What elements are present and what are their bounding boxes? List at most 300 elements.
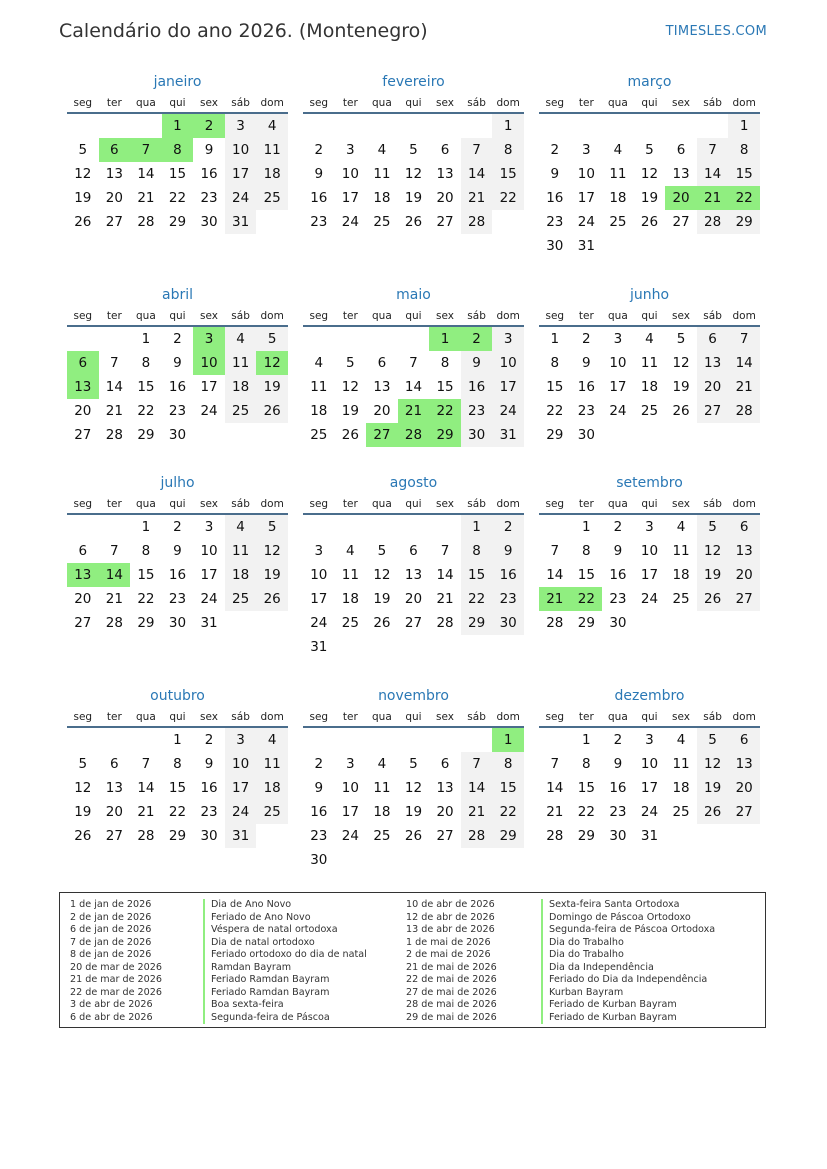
- day-cell[interactable]: 17: [640, 567, 659, 583]
- day-cell[interactable]: 8: [582, 756, 591, 772]
- day-cell[interactable]: 10: [609, 355, 627, 371]
- day-cell[interactable]: 12: [672, 355, 690, 371]
- day-cell[interactable]: 26: [256, 587, 288, 611]
- day-cell[interactable]: 13: [105, 780, 123, 796]
- day-cell[interactable]: 27: [697, 399, 729, 423]
- day-cell[interactable]: 27: [404, 615, 423, 631]
- day-cell[interactable]: 22: [571, 587, 603, 611]
- day-cell[interactable]: 21: [697, 186, 729, 210]
- day-cell[interactable]: 21: [436, 591, 454, 607]
- day-cell[interactable]: 18: [640, 379, 659, 395]
- day-cell[interactable]: 6: [728, 728, 760, 752]
- day-cell[interactable]: 14: [404, 379, 423, 395]
- day-cell[interactable]: 25: [373, 828, 391, 844]
- day-cell[interactable]: 7: [440, 543, 450, 559]
- day-cell[interactable]: 2: [582, 331, 591, 347]
- day-cell[interactable]: 31: [640, 828, 659, 844]
- day-cell[interactable]: 16: [492, 563, 524, 587]
- day-cell[interactable]: 1: [550, 331, 560, 347]
- day-cell[interactable]: 25: [341, 615, 359, 631]
- day-cell[interactable]: 7: [550, 756, 560, 772]
- day-cell[interactable]: 2: [314, 756, 324, 772]
- day-cell[interactable]: 23: [168, 403, 187, 419]
- day-cell[interactable]: 29: [546, 427, 564, 443]
- day-cell[interactable]: 8: [461, 539, 493, 563]
- day-cell[interactable]: 10: [193, 351, 225, 375]
- day-cell[interactable]: 19: [74, 804, 92, 820]
- day-cell[interactable]: 11: [373, 166, 391, 182]
- day-cell[interactable]: 12: [256, 351, 288, 375]
- day-cell[interactable]: 5: [78, 756, 88, 772]
- day-cell[interactable]: 13: [67, 563, 99, 587]
- day-cell[interactable]: 24: [577, 214, 595, 230]
- day-cell[interactable]: 17: [200, 379, 218, 395]
- day-cell[interactable]: 19: [697, 563, 729, 587]
- day-cell[interactable]: 9: [613, 543, 623, 559]
- day-cell[interactable]: 1: [492, 114, 524, 138]
- day-cell[interactable]: 22: [728, 186, 760, 210]
- day-cell[interactable]: 22: [429, 399, 461, 423]
- day-cell[interactable]: 24: [225, 186, 257, 210]
- day-cell[interactable]: 31: [225, 210, 257, 234]
- day-cell[interactable]: 26: [697, 800, 729, 824]
- day-cell[interactable]: 21: [398, 399, 430, 423]
- day-cell[interactable]: 10: [341, 166, 359, 182]
- day-cell[interactable]: 17: [341, 190, 359, 206]
- day-cell[interactable]: 12: [404, 166, 423, 182]
- day-cell[interactable]: 13: [672, 166, 690, 182]
- day-cell[interactable]: 15: [137, 379, 155, 395]
- day-cell[interactable]: 16: [200, 780, 218, 796]
- day-cell[interactable]: 9: [173, 543, 182, 559]
- day-cell[interactable]: 22: [492, 800, 524, 824]
- day-cell[interactable]: 17: [577, 190, 595, 206]
- day-cell[interactable]: 3: [492, 327, 524, 351]
- day-cell[interactable]: 15: [577, 567, 595, 583]
- day-cell[interactable]: 1: [429, 327, 461, 351]
- day-cell[interactable]: 3: [193, 327, 225, 351]
- day-cell[interactable]: 8: [141, 355, 151, 371]
- day-cell[interactable]: 4: [225, 515, 257, 539]
- day-cell[interactable]: 21: [105, 403, 123, 419]
- day-cell[interactable]: 20: [436, 190, 454, 206]
- day-cell[interactable]: 20: [74, 591, 92, 607]
- day-cell[interactable]: 19: [341, 403, 359, 419]
- day-cell[interactable]: 8: [582, 543, 591, 559]
- brand-logo[interactable]: TIMESLES.COM: [665, 24, 767, 39]
- day-cell[interactable]: 20: [436, 804, 454, 820]
- day-cell[interactable]: 17: [640, 780, 659, 796]
- day-cell[interactable]: 13: [67, 375, 99, 399]
- day-cell[interactable]: 3: [314, 543, 324, 559]
- day-cell[interactable]: 9: [314, 166, 324, 182]
- day-cell[interactable]: 7: [697, 138, 729, 162]
- day-cell[interactable]: 24: [200, 591, 218, 607]
- day-cell[interactable]: 13: [728, 539, 760, 563]
- day-cell[interactable]: 28: [546, 828, 564, 844]
- day-cell[interactable]: 27: [728, 800, 760, 824]
- day-cell[interactable]: 9: [550, 166, 560, 182]
- day-cell[interactable]: 25: [672, 804, 690, 820]
- day-cell[interactable]: 8: [492, 138, 524, 162]
- day-cell[interactable]: 28: [436, 615, 454, 631]
- day-cell[interactable]: 19: [672, 379, 690, 395]
- day-cell[interactable]: 11: [256, 752, 288, 776]
- day-cell[interactable]: 4: [676, 519, 686, 535]
- day-cell[interactable]: 16: [168, 379, 187, 395]
- day-cell[interactable]: 21: [539, 587, 571, 611]
- day-cell[interactable]: 3: [225, 728, 257, 752]
- day-cell[interactable]: 21: [105, 591, 123, 607]
- day-cell[interactable]: 15: [137, 567, 155, 583]
- day-cell[interactable]: 30: [577, 427, 595, 443]
- day-cell[interactable]: 8: [550, 355, 560, 371]
- day-cell[interactable]: 29: [461, 611, 493, 635]
- day-cell[interactable]: 30: [200, 214, 218, 230]
- day-cell[interactable]: 15: [577, 780, 595, 796]
- day-cell[interactable]: 15: [546, 379, 564, 395]
- day-cell[interactable]: 25: [609, 214, 627, 230]
- day-cell[interactable]: 20: [105, 190, 123, 206]
- day-cell[interactable]: 26: [373, 615, 391, 631]
- day-cell[interactable]: 19: [404, 804, 423, 820]
- day-cell[interactable]: 30: [546, 238, 564, 254]
- day-cell[interactable]: 22: [137, 591, 155, 607]
- day-cell[interactable]: 25: [310, 427, 328, 443]
- day-cell[interactable]: 28: [105, 615, 123, 631]
- day-cell[interactable]: 10: [200, 543, 218, 559]
- day-cell[interactable]: 7: [409, 355, 418, 371]
- day-cell[interactable]: 23: [168, 591, 187, 607]
- day-cell[interactable]: 12: [74, 780, 92, 796]
- day-cell[interactable]: 24: [341, 214, 359, 230]
- day-cell[interactable]: 11: [225, 539, 257, 563]
- day-cell[interactable]: 6: [676, 142, 686, 158]
- day-cell[interactable]: 12: [341, 379, 359, 395]
- day-cell[interactable]: 13: [436, 166, 454, 182]
- day-cell[interactable]: 18: [341, 591, 359, 607]
- day-cell[interactable]: 4: [377, 142, 387, 158]
- day-cell[interactable]: 10: [225, 752, 257, 776]
- day-cell[interactable]: 23: [577, 403, 595, 419]
- day-cell[interactable]: 3: [645, 732, 654, 748]
- day-cell[interactable]: 29: [429, 423, 461, 447]
- day-cell[interactable]: 27: [74, 615, 92, 631]
- day-cell[interactable]: 4: [613, 142, 623, 158]
- day-cell[interactable]: 1: [492, 728, 524, 752]
- day-cell[interactable]: 1: [582, 519, 591, 535]
- day-cell[interactable]: 21: [461, 186, 493, 210]
- day-cell[interactable]: 28: [137, 828, 155, 844]
- day-cell[interactable]: 23: [200, 804, 218, 820]
- day-cell[interactable]: 9: [314, 780, 324, 796]
- day-cell[interactable]: 20: [697, 375, 729, 399]
- day-cell[interactable]: 30: [609, 828, 627, 844]
- day-cell[interactable]: 20: [74, 403, 92, 419]
- day-cell[interactable]: 27: [74, 427, 92, 443]
- day-cell[interactable]: 6: [409, 543, 418, 559]
- day-cell[interactable]: 23: [609, 804, 627, 820]
- day-cell[interactable]: 29: [137, 615, 155, 631]
- day-cell[interactable]: 10: [640, 756, 659, 772]
- day-cell[interactable]: 25: [256, 800, 288, 824]
- day-cell[interactable]: 11: [225, 351, 257, 375]
- day-cell[interactable]: 21: [546, 804, 564, 820]
- day-cell[interactable]: 18: [373, 190, 391, 206]
- day-cell[interactable]: 18: [672, 567, 690, 583]
- day-cell[interactable]: 21: [137, 804, 155, 820]
- day-cell[interactable]: 30: [609, 615, 627, 631]
- day-cell[interactable]: 26: [256, 399, 288, 423]
- day-cell[interactable]: 29: [492, 824, 524, 848]
- day-cell[interactable]: 19: [697, 776, 729, 800]
- day-cell[interactable]: 17: [492, 375, 524, 399]
- day-cell[interactable]: 22: [168, 804, 187, 820]
- day-cell[interactable]: 30: [310, 852, 328, 868]
- day-cell[interactable]: 5: [78, 142, 88, 158]
- day-cell[interactable]: 27: [105, 828, 123, 844]
- day-cell[interactable]: 27: [728, 587, 760, 611]
- day-cell[interactable]: 25: [672, 591, 690, 607]
- day-cell[interactable]: 17: [225, 162, 257, 186]
- day-cell[interactable]: 1: [582, 732, 591, 748]
- day-cell[interactable]: 7: [130, 138, 162, 162]
- day-cell[interactable]: 11: [672, 543, 690, 559]
- day-cell[interactable]: 17: [341, 804, 359, 820]
- day-cell[interactable]: 20: [728, 563, 760, 587]
- day-cell[interactable]: 19: [74, 190, 92, 206]
- day-cell[interactable]: 16: [310, 804, 328, 820]
- day-cell[interactable]: 24: [310, 615, 328, 631]
- day-cell[interactable]: 24: [640, 591, 659, 607]
- day-cell[interactable]: 26: [672, 403, 690, 419]
- day-cell[interactable]: 24: [492, 399, 524, 423]
- day-cell[interactable]: 27: [672, 214, 690, 230]
- day-cell[interactable]: 1: [162, 114, 194, 138]
- day-cell[interactable]: 25: [373, 214, 391, 230]
- day-cell[interactable]: 21: [137, 190, 155, 206]
- day-cell[interactable]: 29: [728, 210, 760, 234]
- day-cell[interactable]: 15: [492, 776, 524, 800]
- day-cell[interactable]: 8: [162, 138, 194, 162]
- day-cell[interactable]: 24: [341, 828, 359, 844]
- day-cell[interactable]: 9: [492, 539, 524, 563]
- day-cell[interactable]: 14: [105, 379, 123, 395]
- day-cell[interactable]: 5: [346, 355, 355, 371]
- day-cell[interactable]: 6: [440, 142, 450, 158]
- day-cell[interactable]: 25: [256, 186, 288, 210]
- day-cell[interactable]: 20: [404, 591, 423, 607]
- day-cell[interactable]: 8: [173, 756, 182, 772]
- day-cell[interactable]: 29: [168, 214, 187, 230]
- day-cell[interactable]: 14: [137, 780, 155, 796]
- day-cell[interactable]: 8: [728, 138, 760, 162]
- day-cell[interactable]: 13: [436, 780, 454, 796]
- day-cell[interactable]: 11: [640, 355, 659, 371]
- day-cell[interactable]: 23: [546, 214, 564, 230]
- day-cell[interactable]: 2: [492, 515, 524, 539]
- day-cell[interactable]: 18: [672, 780, 690, 796]
- day-cell[interactable]: 5: [256, 327, 288, 351]
- day-cell[interactable]: 5: [697, 515, 729, 539]
- day-cell[interactable]: 3: [645, 519, 654, 535]
- day-cell[interactable]: 4: [225, 327, 257, 351]
- day-cell[interactable]: 23: [200, 190, 218, 206]
- day-cell[interactable]: 9: [204, 142, 214, 158]
- day-cell[interactable]: 1: [141, 331, 151, 347]
- day-cell[interactable]: 14: [99, 563, 131, 587]
- day-cell[interactable]: 4: [377, 756, 387, 772]
- day-cell[interactable]: 21: [461, 800, 493, 824]
- day-cell[interactable]: 13: [373, 379, 391, 395]
- day-cell[interactable]: 11: [341, 567, 359, 583]
- day-cell[interactable]: 6: [110, 756, 119, 772]
- day-cell[interactable]: 3: [204, 519, 214, 535]
- day-cell[interactable]: 24: [225, 800, 257, 824]
- day-cell[interactable]: 30: [168, 615, 187, 631]
- day-cell[interactable]: 11: [373, 780, 391, 796]
- day-cell[interactable]: 14: [546, 567, 564, 583]
- day-cell[interactable]: 23: [461, 399, 493, 423]
- day-cell[interactable]: 3: [225, 114, 257, 138]
- day-cell[interactable]: 10: [225, 138, 257, 162]
- day-cell[interactable]: 7: [461, 752, 493, 776]
- day-cell[interactable]: 8: [141, 543, 151, 559]
- day-cell[interactable]: 24: [200, 403, 218, 419]
- day-cell[interactable]: 28: [461, 824, 493, 848]
- day-cell[interactable]: 16: [609, 780, 627, 796]
- day-cell[interactable]: 21: [728, 375, 760, 399]
- day-cell[interactable]: 25: [640, 403, 659, 419]
- day-cell[interactable]: 10: [492, 351, 524, 375]
- day-cell[interactable]: 11: [256, 138, 288, 162]
- day-cell[interactable]: 30: [200, 828, 218, 844]
- day-cell[interactable]: 16: [168, 567, 187, 583]
- day-cell[interactable]: 26: [640, 214, 659, 230]
- day-cell[interactable]: 11: [310, 379, 328, 395]
- day-cell[interactable]: 2: [613, 519, 623, 535]
- day-cell[interactable]: 12: [404, 780, 423, 796]
- day-cell[interactable]: 23: [310, 214, 328, 230]
- day-cell[interactable]: 4: [645, 331, 654, 347]
- day-cell[interactable]: 13: [404, 567, 423, 583]
- day-cell[interactable]: 28: [546, 615, 564, 631]
- day-cell[interactable]: 15: [168, 780, 187, 796]
- day-cell[interactable]: 31: [310, 639, 328, 655]
- day-cell[interactable]: 25: [225, 587, 257, 611]
- day-cell[interactable]: 26: [341, 427, 359, 443]
- day-cell[interactable]: 6: [78, 543, 88, 559]
- day-cell[interactable]: 2: [204, 732, 214, 748]
- day-cell[interactable]: 18: [256, 162, 288, 186]
- day-cell[interactable]: 9: [173, 355, 182, 371]
- day-cell[interactable]: 6: [440, 756, 450, 772]
- day-cell[interactable]: 5: [676, 331, 686, 347]
- day-cell[interactable]: 18: [609, 190, 627, 206]
- day-cell[interactable]: 31: [200, 615, 218, 631]
- day-cell[interactable]: 17: [200, 567, 218, 583]
- day-cell[interactable]: 27: [366, 423, 398, 447]
- day-cell[interactable]: 12: [697, 752, 729, 776]
- day-cell[interactable]: 16: [577, 379, 595, 395]
- day-cell[interactable]: 23: [609, 591, 627, 607]
- day-cell[interactable]: 15: [728, 162, 760, 186]
- day-cell[interactable]: 2: [173, 519, 182, 535]
- day-cell[interactable]: 14: [728, 351, 760, 375]
- day-cell[interactable]: 28: [461, 210, 493, 234]
- day-cell[interactable]: 20: [728, 776, 760, 800]
- day-cell[interactable]: 29: [168, 828, 187, 844]
- day-cell[interactable]: 12: [373, 567, 391, 583]
- day-cell[interactable]: 1: [141, 519, 151, 535]
- day-cell[interactable]: 28: [398, 423, 430, 447]
- day-cell[interactable]: 24: [640, 804, 659, 820]
- day-cell[interactable]: 28: [105, 427, 123, 443]
- day-cell[interactable]: 22: [168, 190, 187, 206]
- day-cell[interactable]: 20: [665, 186, 697, 210]
- day-cell[interactable]: 9: [461, 351, 493, 375]
- day-cell[interactable]: 9: [204, 756, 214, 772]
- day-cell[interactable]: 12: [697, 539, 729, 563]
- day-cell[interactable]: 13: [728, 752, 760, 776]
- day-cell[interactable]: 31: [492, 423, 524, 447]
- day-cell[interactable]: 2: [314, 142, 324, 158]
- day-cell[interactable]: 5: [697, 728, 729, 752]
- day-cell[interactable]: 18: [225, 563, 257, 587]
- day-cell[interactable]: 28: [697, 210, 729, 234]
- day-cell[interactable]: 14: [436, 567, 454, 583]
- day-cell[interactable]: 11: [609, 166, 627, 182]
- day-cell[interactable]: 20: [105, 804, 123, 820]
- day-cell[interactable]: 5: [409, 142, 418, 158]
- day-cell[interactable]: 19: [640, 190, 659, 206]
- day-cell[interactable]: 4: [256, 728, 288, 752]
- day-cell[interactable]: 14: [461, 776, 493, 800]
- day-cell[interactable]: 22: [492, 186, 524, 210]
- day-cell[interactable]: 15: [168, 166, 187, 182]
- day-cell[interactable]: 16: [310, 190, 328, 206]
- day-cell[interactable]: 7: [728, 327, 760, 351]
- day-cell[interactable]: 3: [346, 756, 355, 772]
- day-cell[interactable]: 16: [609, 567, 627, 583]
- day-cell[interactable]: 30: [461, 423, 493, 447]
- day-cell[interactable]: 17: [310, 591, 328, 607]
- day-cell[interactable]: 15: [461, 563, 493, 587]
- day-cell[interactable]: 5: [377, 543, 387, 559]
- day-cell[interactable]: 29: [577, 615, 595, 631]
- day-cell[interactable]: 28: [728, 399, 760, 423]
- day-cell[interactable]: 19: [373, 591, 391, 607]
- day-cell[interactable]: 10: [310, 567, 328, 583]
- day-cell[interactable]: 1: [461, 515, 493, 539]
- day-cell[interactable]: 26: [404, 214, 423, 230]
- day-cell[interactable]: 3: [346, 142, 355, 158]
- day-cell[interactable]: 6: [697, 327, 729, 351]
- day-cell[interactable]: 18: [256, 776, 288, 800]
- day-cell[interactable]: 16: [546, 190, 564, 206]
- day-cell[interactable]: 7: [141, 756, 151, 772]
- day-cell[interactable]: 10: [341, 780, 359, 796]
- day-cell[interactable]: 26: [74, 214, 92, 230]
- day-cell[interactable]: 15: [492, 162, 524, 186]
- day-cell[interactable]: 1: [728, 114, 760, 138]
- day-cell[interactable]: 29: [577, 828, 595, 844]
- day-cell[interactable]: 5: [256, 515, 288, 539]
- day-cell[interactable]: 29: [137, 427, 155, 443]
- day-cell[interactable]: 12: [74, 166, 92, 182]
- day-cell[interactable]: 18: [373, 804, 391, 820]
- day-cell[interactable]: 8: [492, 752, 524, 776]
